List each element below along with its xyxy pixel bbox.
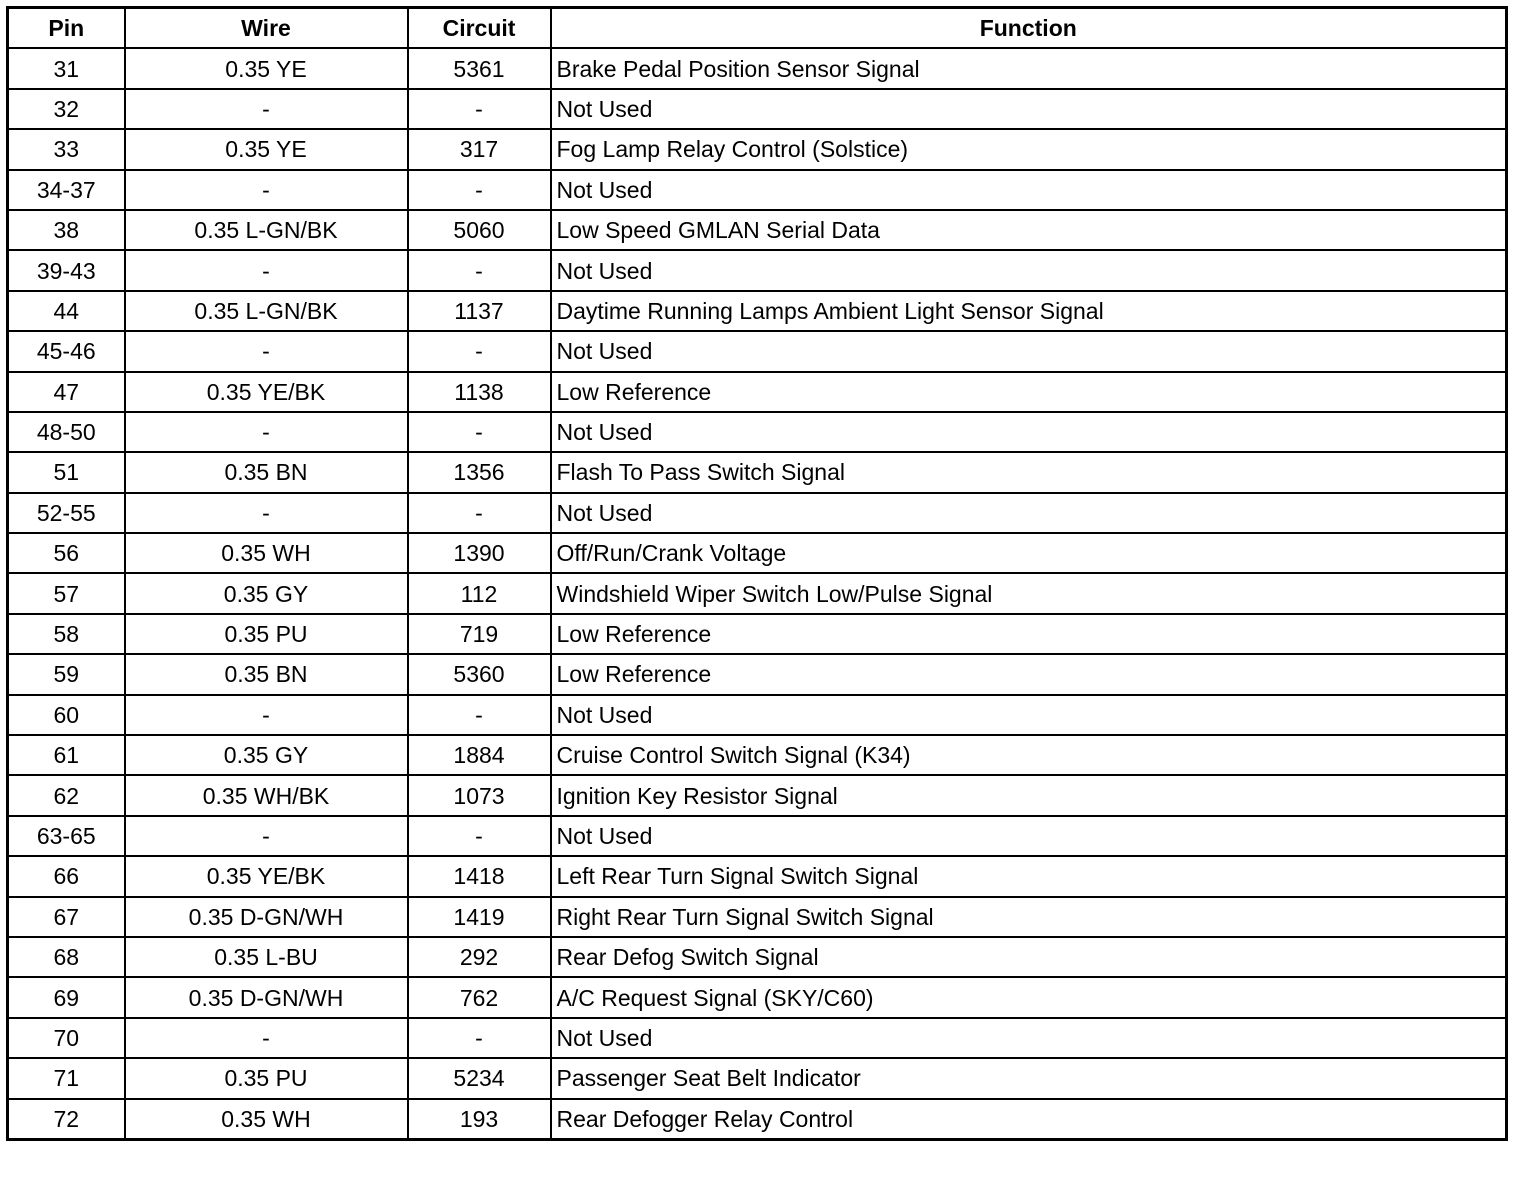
cell-function: Not Used [551, 816, 1507, 856]
table-row [8, 331, 1507, 371]
cell-pin: 48-50 [8, 412, 125, 452]
cell-pin: 45-46 [8, 331, 125, 371]
table-row [8, 614, 1507, 654]
table-row [8, 291, 1507, 331]
cell-circuit: 1390 [408, 533, 551, 573]
table-row [8, 937, 1507, 977]
cell-wire: 0.35 L-BU [125, 937, 408, 977]
cell-circuit: 193 [408, 1099, 551, 1140]
cell-circuit: - [408, 170, 551, 210]
cell-function: Cruise Control Switch Signal (K34) [551, 735, 1507, 775]
cell-circuit: 1419 [408, 897, 551, 937]
cell-function: Fog Lamp Relay Control (Solstice) [551, 129, 1507, 169]
cell-circuit: 112 [408, 573, 551, 613]
cell-wire: 0.35 YE [125, 129, 408, 169]
cell-function: Brake Pedal Position Sensor Signal [551, 48, 1507, 88]
cell-wire: 0.35 YE/BK [125, 372, 408, 412]
cell-wire: - [125, 695, 408, 735]
cell-pin: 58 [8, 614, 125, 654]
table-row [8, 210, 1507, 250]
cell-function: Not Used [551, 412, 1507, 452]
cell-wire: 0.35 L-GN/BK [125, 291, 408, 331]
cell-function: Off/Run/Crank Voltage [551, 533, 1507, 573]
header-pin: Pin [8, 8, 125, 49]
table-row [8, 1058, 1507, 1098]
cell-pin: 44 [8, 291, 125, 331]
table-row [8, 372, 1507, 412]
cell-function: Rear Defog Switch Signal [551, 937, 1507, 977]
table-row [8, 1099, 1507, 1140]
cell-wire: - [125, 89, 408, 129]
cell-circuit: 5361 [408, 48, 551, 88]
cell-wire: 0.35 BN [125, 452, 408, 492]
table-row [8, 977, 1507, 1017]
table-row [8, 129, 1507, 169]
cell-pin: 69 [8, 977, 125, 1017]
header-row [8, 8, 1507, 49]
cell-pin: 71 [8, 1058, 125, 1098]
cell-pin: 70 [8, 1018, 125, 1058]
cell-circuit: 317 [408, 129, 551, 169]
cell-circuit: 1884 [408, 735, 551, 775]
cell-circuit: - [408, 331, 551, 371]
cell-function: Windshield Wiper Switch Low/Pulse Signal [551, 573, 1507, 613]
header-circuit: Circuit [408, 8, 551, 49]
cell-function: Not Used [551, 493, 1507, 533]
cell-pin: 59 [8, 654, 125, 694]
cell-wire: - [125, 816, 408, 856]
cell-circuit: 1137 [408, 291, 551, 331]
table-row [8, 573, 1507, 613]
cell-wire: 0.35 WH/BK [125, 775, 408, 815]
cell-pin: 33 [8, 129, 125, 169]
table-row [8, 412, 1507, 452]
table-row [8, 493, 1507, 533]
cell-circuit: 5234 [408, 1058, 551, 1098]
cell-pin: 34-37 [8, 170, 125, 210]
cell-circuit: - [408, 493, 551, 533]
cell-function: Low Reference [551, 372, 1507, 412]
cell-pin: 31 [8, 48, 125, 88]
table-row [8, 250, 1507, 290]
cell-wire: 0.35 PU [125, 614, 408, 654]
cell-wire: 0.35 D-GN/WH [125, 977, 408, 1017]
cell-wire: 0.35 WH [125, 1099, 408, 1140]
table-row [8, 856, 1507, 896]
table-row [8, 533, 1507, 573]
cell-pin: 63-65 [8, 816, 125, 856]
table-row [8, 897, 1507, 937]
header-wire: Wire [125, 8, 408, 49]
cell-wire: - [125, 331, 408, 371]
cell-wire: - [125, 412, 408, 452]
cell-pin: 51 [8, 452, 125, 492]
cell-pin: 60 [8, 695, 125, 735]
cell-wire: 0.35 YE/BK [125, 856, 408, 896]
cell-function: Not Used [551, 170, 1507, 210]
cell-function: Not Used [551, 89, 1507, 129]
cell-wire: 0.35 YE [125, 48, 408, 88]
cell-circuit: - [408, 1018, 551, 1058]
header-function: Function [551, 8, 1507, 49]
cell-circuit: 1138 [408, 372, 551, 412]
cell-function: Passenger Seat Belt Indicator [551, 1058, 1507, 1098]
cell-function: Daytime Running Lamps Ambient Light Sensor Signal [551, 291, 1507, 331]
table-header [8, 8, 1507, 49]
cell-function: Not Used [551, 1018, 1507, 1058]
cell-pin: 62 [8, 775, 125, 815]
cell-circuit: - [408, 816, 551, 856]
cell-pin: 61 [8, 735, 125, 775]
cell-wire: 0.35 GY [125, 573, 408, 613]
table-row [8, 452, 1507, 492]
table-row [8, 775, 1507, 815]
cell-circuit: 1418 [408, 856, 551, 896]
cell-function: Low Reference [551, 654, 1507, 694]
cell-wire: 0.35 L-GN/BK [125, 210, 408, 250]
cell-wire: 0.35 D-GN/WH [125, 897, 408, 937]
cell-circuit: - [408, 89, 551, 129]
cell-circuit: 5360 [408, 654, 551, 694]
cell-wire: 0.35 WH [125, 533, 408, 573]
cell-circuit: - [408, 250, 551, 290]
table-row [8, 654, 1507, 694]
table-row [8, 1018, 1507, 1058]
cell-pin: 47 [8, 372, 125, 412]
cell-wire: 0.35 PU [125, 1058, 408, 1098]
cell-function: Rear Defogger Relay Control [551, 1099, 1507, 1140]
cell-wire: 0.35 BN [125, 654, 408, 694]
cell-pin: 67 [8, 897, 125, 937]
cell-circuit: 292 [408, 937, 551, 977]
cell-wire: - [125, 170, 408, 210]
cell-pin: 32 [8, 89, 125, 129]
table-row [8, 816, 1507, 856]
cell-pin: 68 [8, 937, 125, 977]
cell-wire: - [125, 493, 408, 533]
table-body [8, 48, 1507, 1139]
cell-function: Not Used [551, 250, 1507, 290]
cell-circuit: 762 [408, 977, 551, 1017]
table-row [8, 735, 1507, 775]
cell-function: Left Rear Turn Signal Switch Signal [551, 856, 1507, 896]
table-row [8, 89, 1507, 129]
cell-circuit: 5060 [408, 210, 551, 250]
cell-function: Ignition Key Resistor Signal [551, 775, 1507, 815]
cell-function: Flash To Pass Switch Signal [551, 452, 1507, 492]
cell-pin: 66 [8, 856, 125, 896]
cell-function: Not Used [551, 331, 1507, 371]
cell-circuit: 1356 [408, 452, 551, 492]
cell-function: Right Rear Turn Signal Switch Signal [551, 897, 1507, 937]
cell-circuit: - [408, 695, 551, 735]
connector-pinout-table [6, 6, 1508, 1141]
cell-function: Not Used [551, 695, 1507, 735]
table-row [8, 170, 1507, 210]
cell-circuit: 1073 [408, 775, 551, 815]
cell-pin: 56 [8, 533, 125, 573]
cell-pin: 39-43 [8, 250, 125, 290]
cell-wire: 0.35 GY [125, 735, 408, 775]
cell-pin: 38 [8, 210, 125, 250]
cell-wire: - [125, 250, 408, 290]
cell-pin: 57 [8, 573, 125, 613]
cell-circuit: 719 [408, 614, 551, 654]
cell-pin: 52-55 [8, 493, 125, 533]
table-row [8, 695, 1507, 735]
cell-circuit: - [408, 412, 551, 452]
cell-function: Low Speed GMLAN Serial Data [551, 210, 1507, 250]
cell-function: Low Reference [551, 614, 1507, 654]
cell-wire: - [125, 1018, 408, 1058]
table-row [8, 48, 1507, 88]
cell-pin: 72 [8, 1099, 125, 1140]
cell-function: A/C Request Signal (SKY/C60) [551, 977, 1507, 1017]
